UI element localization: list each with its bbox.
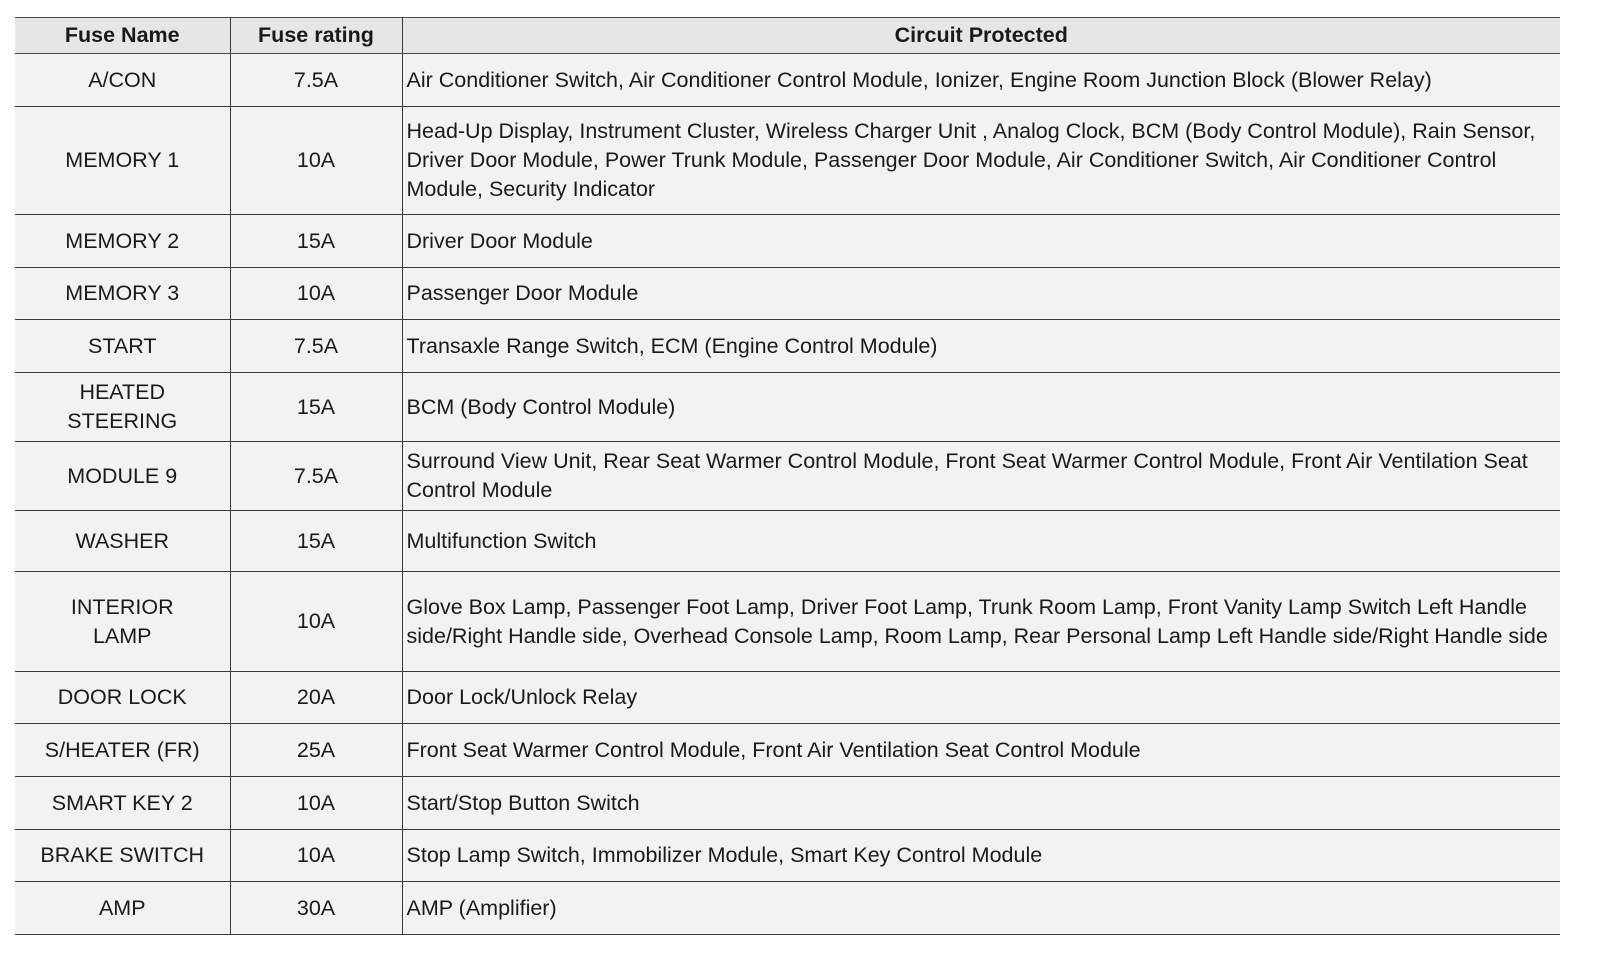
fuse-name-cell: MEMORY 3 [15, 268, 230, 320]
table-row [15, 830, 1560, 882]
fuse-rating-cell: 7.5A [230, 320, 402, 373]
fuse-name-cell: S/HEATER (FR) [15, 724, 230, 777]
circuit-protected-cell: Start/Stop Button Switch [402, 777, 1560, 830]
circuit-protected-cell: Air Conditioner Switch, Air Conditioner Control Module, Ionizer, Engine Room Junction Block (Blower Relay) [402, 54, 1560, 107]
table-row [15, 268, 1560, 320]
table-body [15, 54, 1560, 935]
fuse-rating-cell: 15A [230, 373, 402, 442]
fuse-name-cell: START [15, 320, 230, 373]
fuse-rating-cell: 25A [230, 724, 402, 777]
header-row [15, 18, 1560, 54]
fuse-rating-cell: 7.5A [230, 442, 402, 511]
circuit-protected-cell: Stop Lamp Switch, Immobilizer Module, Smart Key Control Module [402, 830, 1560, 882]
fuse-name-cell [15, 373, 230, 442]
header-circuit-protected: Circuit Protected [402, 18, 1560, 54]
fuse-table [15, 17, 1560, 935]
circuit-protected-cell: Passenger Door Module [402, 268, 1560, 320]
fuse-rating-cell: 10A [230, 268, 402, 320]
table-row [15, 320, 1560, 373]
fuse-name-cell: WASHER [15, 511, 230, 572]
fuse-name-cell: MEMORY 2 [15, 215, 230, 268]
table-header [15, 18, 1560, 54]
table-row [15, 511, 1560, 572]
circuit-protected-cell: Surround View Unit, Rear Seat Warmer Control Module, Front Seat Warmer Control Module, Front Air Ventilation Seat Control Module [402, 442, 1560, 511]
header-fuse-name: Fuse Name [15, 18, 230, 54]
circuit-protected-cell: Glove Box Lamp, Passenger Foot Lamp, Driver Foot Lamp, Trunk Room Lamp, Front Vanity Lamp Switch Left Handle side/Right Handle side, Overhead Console Lamp, Room Lamp, Rear Personal Lamp Left Handle side/Right Handle side [402, 572, 1560, 672]
fuse-rating-cell: 15A [230, 215, 402, 268]
table-row [15, 882, 1560, 935]
fuse-rating-cell: 20A [230, 672, 402, 724]
fuse-rating-cell: 7.5A [230, 54, 402, 107]
fuse-rating-cell: 10A [230, 107, 402, 215]
circuit-protected-cell: BCM (Body Control Module) [402, 373, 1560, 442]
header-fuse-rating: Fuse rating [230, 18, 402, 54]
fuse-name-cell: MODULE 9 [15, 442, 230, 511]
table-row [15, 215, 1560, 268]
fuse-name-text: HEATED STEERING [67, 380, 178, 433]
fuse-rating-cell: 10A [230, 572, 402, 672]
fuse-name-cell: AMP [15, 882, 230, 935]
circuit-protected-cell: Multifunction Switch [402, 511, 1560, 572]
table-row [15, 777, 1560, 830]
fuse-rating-cell: 30A [230, 882, 402, 935]
circuit-protected-cell: Transaxle Range Switch, ECM (Engine Control Module) [402, 320, 1560, 373]
circuit-protected-cell: Driver Door Module [402, 215, 1560, 268]
table-row [15, 572, 1560, 672]
fuse-rating-cell: 10A [230, 777, 402, 830]
table-row [15, 54, 1560, 107]
circuit-protected-cell: Head-Up Display, Instrument Cluster, Wireless Charger Unit , Analog Clock, BCM (Body Control Module), Rain Sensor, Driver Door Module, Power Trunk Module, Passenger Door Module, Air Conditioner Switch, Air Conditioner Control Module, Security Indicator [402, 107, 1560, 215]
fuse-rating-cell: 10A [230, 830, 402, 882]
table-row [15, 442, 1560, 511]
table-row [15, 107, 1560, 215]
table-row [15, 724, 1560, 777]
fuse-rating-cell: 15A [230, 511, 402, 572]
fuse-name-cell: BRAKE SWITCH [15, 830, 230, 882]
fuse-name-cell: SMART KEY 2 [15, 777, 230, 830]
circuit-protected-cell: AMP (Amplifier) [402, 882, 1560, 935]
fuse-name-cell: MEMORY 1 [15, 107, 230, 215]
table-row [15, 373, 1560, 442]
circuit-protected-cell: Front Seat Warmer Control Module, Front Air Ventilation Seat Control Module [402, 724, 1560, 777]
fuse-name-cell: A/CON [15, 54, 230, 107]
circuit-protected-cell: Door Lock/Unlock Relay [402, 672, 1560, 724]
fuse-name-cell [15, 572, 230, 672]
fuse-name-cell: DOOR LOCK [15, 672, 230, 724]
fuse-name-text: INTERIOR LAMP [70, 594, 174, 648]
table-row [15, 672, 1560, 724]
